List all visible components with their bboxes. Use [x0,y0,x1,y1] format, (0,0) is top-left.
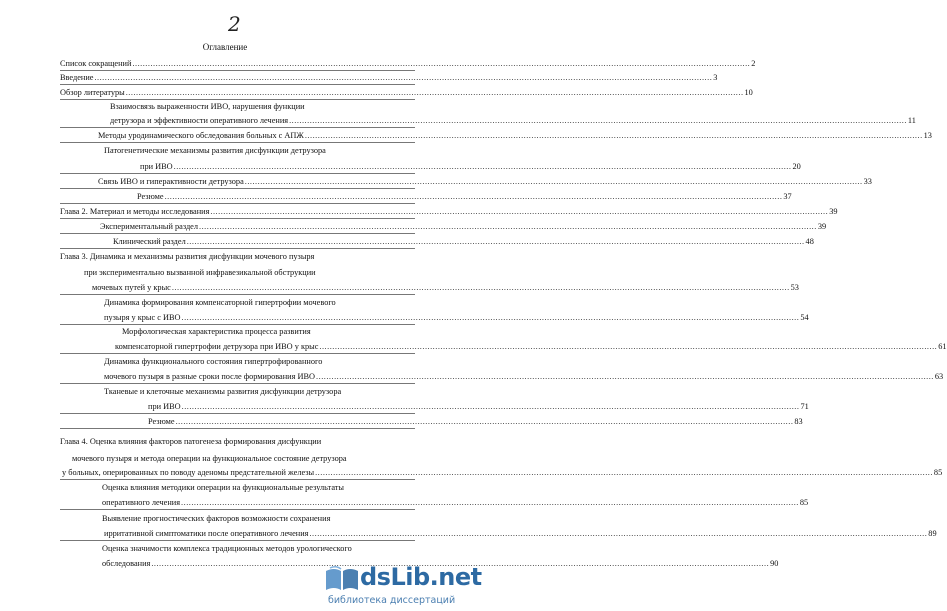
toc-entry: пузыря у крыс с ИВО ..... 54 [104,313,415,323]
toc-entry-line: мочевого пузыря и метода операции на функциональное состояние детрузора [72,454,347,463]
toc-entry: Обзор литературы ..... 10 [60,88,415,98]
toc-entry: Связь ИВО и гиперактивности детрузора ..... 33 [98,177,415,187]
divider [60,324,415,325]
divider [60,540,415,541]
divider [60,142,415,143]
toc-entry: компенсаторной гипертрофии детрузора при ИВО у крыс ..... 61 [115,342,415,352]
divider [60,479,415,480]
toc-entry-line: Патогенетические механизмы развития дисфункции детрузора [104,146,326,155]
divider [60,70,415,71]
toc-entry: детрузора и эффективности оперативного лечения ..... 11 [110,116,415,126]
toc-entry-line: Взаимосвязь выраженности ИВО, нарушения функции [110,102,305,111]
divider [60,413,415,414]
divider [60,127,415,128]
toc-entry: обследования ..... 90 [102,559,415,569]
toc-entry: при ИВО ..... 71 [148,402,415,412]
toc-entry: при ИВО ..... 20 [140,162,415,172]
toc-entry: Резюме ..... 37 [137,192,415,202]
toc-entry: Введение ..... 3 [60,73,415,83]
watermark-subtitle: библиотека диссертаций [328,595,456,606]
toc-entry-line: Динамика функционального состояния гипертрофированного [104,357,323,366]
toc-entry: Методы уродинамического обследования больных с АПЖ ..... 13 [98,131,415,141]
toc-entry: у больных, оперированных по поводу аденомы предстательной железы ..... 85 [62,468,415,478]
divider [60,248,415,249]
watermark [322,563,482,607]
toc-entry: Клинический раздел ..... 48 [113,237,415,247]
book-logo-icon [322,563,362,593]
toc-entry-line: Оценка значимости комплекса традиционных методов урологического [102,544,352,553]
toc-entry-line: Глава 3. Динамика и механизмы развития дисфункции мочевого пузыря [60,252,315,261]
handwritten-page-number: 2 [228,12,241,36]
toc-entry: мочевого пузыря в разные сроки после формирования ИВО ..... 63 [104,372,415,382]
toc-entry: мочевых путей у крыс ..... 53 [92,283,415,293]
divider [60,188,415,189]
divider [60,509,415,510]
toc-entry-line: Выявление прогностических факторов возможности сохранения [102,514,331,523]
toc-entry: Список сокращений ..... 2 [60,59,415,69]
divider [60,294,415,295]
divider [60,84,415,85]
toc-entry: ирритативной симптоматики после оперативного лечения ..... 89 [104,529,415,539]
toc-entry-line: Оценка влияния методики операции на функциональные результаты [102,483,344,492]
divider [60,173,415,174]
divider [60,383,415,384]
toc-heading: Оглавление [202,42,248,52]
toc-entry-line: Тканевые и клеточные механизмы развития дисфункции детрузора [104,387,342,396]
toc-entry-line: Глава 4. Оценка влияния факторов патогенеза формирования дисфункции [60,437,322,446]
divider [60,203,415,204]
watermark-brand: dsLib.net [360,563,482,591]
divider [60,428,415,429]
divider [60,218,415,219]
toc-entry: оперативного лечения ..... 85 [102,498,415,508]
toc-entry: Глава 2. Материал и методы исследования ..... 39 [60,207,415,217]
toc-entry: Резюме ..... 83 [148,417,415,427]
toc-entry-line: при экспериментально вызванной инфравезикальной обструкции [84,268,316,277]
divider [60,99,415,100]
toc-entry-line: Динамика формирования компенсаторной гипертрофии мочевого [104,298,336,307]
divider [60,353,415,354]
toc-entry-line: Морфологическая характеристика процесса развития [122,327,311,336]
divider [60,233,415,234]
toc-entry: Экспериментальный раздел ..... 39 [100,222,415,232]
